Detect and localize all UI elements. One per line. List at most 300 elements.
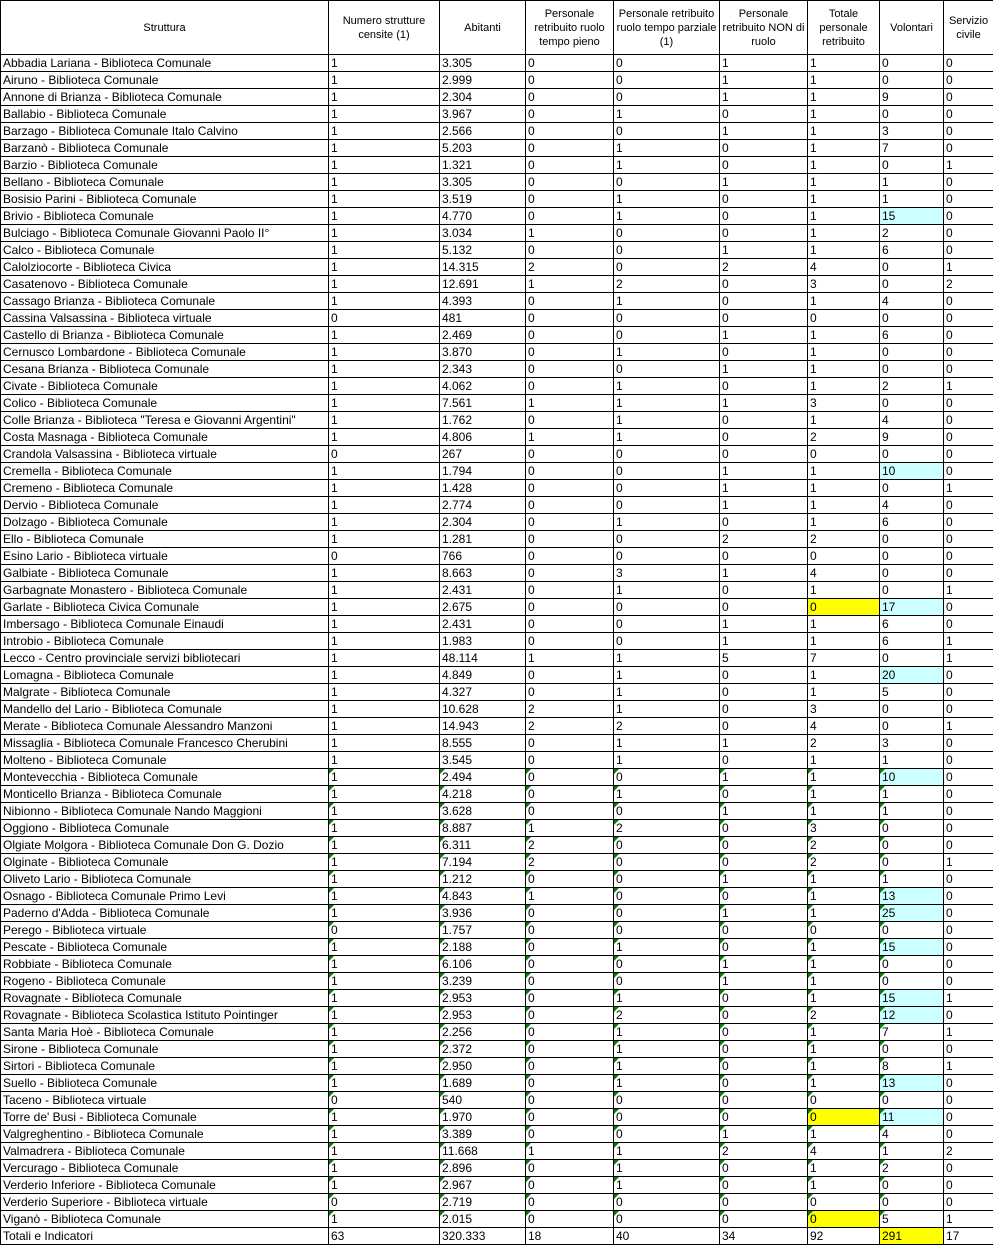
cell-struttura[interactable]: Osnago - Biblioteca Comunale Primo Levi	[1, 888, 329, 905]
cell-totale-personale[interactable]: 1	[808, 633, 880, 650]
cell-abitanti[interactable]: 3.628	[440, 803, 526, 820]
cell-abitanti[interactable]: 3.034	[440, 225, 526, 242]
cell-servizio-civile[interactable]: 2	[944, 1143, 993, 1160]
cell-tempo-parziale[interactable]: 0	[614, 1109, 720, 1126]
cell-totale-personale[interactable]: 1	[808, 242, 880, 259]
cell-abitanti[interactable]: 2.953	[440, 990, 526, 1007]
cell-abitanti[interactable]: 2.967	[440, 1177, 526, 1194]
cell-servizio-civile[interactable]: 1	[944, 1211, 993, 1228]
cell-tempo-parziale[interactable]: 1	[614, 344, 720, 361]
cell-non-di-ruolo[interactable]: 0	[720, 276, 808, 293]
cell-tempo-pieno[interactable]: 0	[526, 106, 614, 123]
cell-totale-personale[interactable]: 1	[808, 769, 880, 786]
cell-numero-strutture[interactable]: 1	[329, 276, 440, 293]
cell-struttura[interactable]: Oggiono - Biblioteca Comunale	[1, 820, 329, 837]
cell-tempo-parziale[interactable]: 0	[614, 905, 720, 922]
cell-volontari[interactable]: 0	[880, 718, 944, 735]
cell-totale-personale[interactable]: 4	[808, 565, 880, 582]
cell-non-di-ruolo[interactable]: 1	[720, 905, 808, 922]
cell-volontari[interactable]: 0	[880, 446, 944, 463]
cell-totale-personale[interactable]: 2	[808, 429, 880, 446]
cell-totale-personale[interactable]: 1	[808, 803, 880, 820]
cell-non-di-ruolo[interactable]: 0	[720, 582, 808, 599]
cell-numero-strutture[interactable]: 1	[329, 599, 440, 616]
cell-numero-strutture[interactable]: 1	[329, 939, 440, 956]
cell-servizio-civile[interactable]: 0	[944, 361, 993, 378]
cell-volontari[interactable]: 3	[880, 735, 944, 752]
cell-numero-strutture[interactable]: 1	[329, 888, 440, 905]
cell-tempo-parziale[interactable]: 1	[614, 1143, 720, 1160]
cell-volontari[interactable]: 2	[880, 1160, 944, 1177]
cell-abitanti[interactable]: 11.668	[440, 1143, 526, 1160]
cell-struttura[interactable]: Viganò - Biblioteca Comunale	[1, 1211, 329, 1228]
header-totale-personale[interactable]: Totale personale retribuito	[808, 1, 880, 55]
cell-tempo-pieno[interactable]: 0	[526, 1075, 614, 1092]
cell-non-di-ruolo[interactable]: 0	[720, 701, 808, 718]
cell-tempo-pieno[interactable]: 1	[526, 276, 614, 293]
cell-struttura[interactable]: Cernusco Lombardone - Biblioteca Comunale	[1, 344, 329, 361]
cell-volontari[interactable]: 9	[880, 89, 944, 106]
cell-tempo-pieno[interactable]: 0	[526, 412, 614, 429]
cell-struttura[interactable]: Introbio - Biblioteca Comunale	[1, 633, 329, 650]
cell-totale-personale[interactable]: 1	[808, 412, 880, 429]
cell-volontari[interactable]: 2	[880, 378, 944, 395]
cell-numero-strutture[interactable]: 1	[329, 157, 440, 174]
cell-tempo-parziale[interactable]: 0	[614, 922, 720, 939]
cell-tempo-pieno[interactable]: 0	[526, 1041, 614, 1058]
cell-tempo-pieno[interactable]: 0	[526, 293, 614, 310]
cell-abitanti[interactable]: 2.431	[440, 616, 526, 633]
cell-totale-personale[interactable]: 1	[808, 174, 880, 191]
cell-struttura[interactable]: Esino Lario - Biblioteca virtuale	[1, 548, 329, 565]
cell-non-di-ruolo[interactable]: 1	[720, 565, 808, 582]
cell-totale-personale[interactable]: 0	[808, 548, 880, 565]
cell-tempo-parziale[interactable]: 1	[614, 1058, 720, 1075]
cell-tempo-pieno[interactable]: 0	[526, 55, 614, 72]
cell-non-di-ruolo[interactable]: 0	[720, 888, 808, 905]
cell-numero-strutture[interactable]: 1	[329, 854, 440, 871]
cell-numero-strutture[interactable]: 1	[329, 1024, 440, 1041]
cell-abitanti[interactable]: 2.953	[440, 1007, 526, 1024]
cell-totale-personale[interactable]: 1	[808, 990, 880, 1007]
cell-tempo-parziale[interactable]: 0	[614, 888, 720, 905]
cell-struttura[interactable]: Barzago - Biblioteca Comunale Italo Calvino	[1, 123, 329, 140]
cell-volontari[interactable]: 10	[880, 463, 944, 480]
cell-abitanti[interactable]: 3.305	[440, 55, 526, 72]
cell-abitanti[interactable]: 2.719	[440, 1194, 526, 1211]
cell-non-di-ruolo[interactable]: 1	[720, 123, 808, 140]
cell-non-di-ruolo[interactable]: 0	[720, 191, 808, 208]
cell-struttura[interactable]: Crandola Valsassina - Biblioteca virtuale	[1, 446, 329, 463]
cell-tempo-parziale[interactable]: 3	[614, 565, 720, 582]
cell-non-di-ruolo[interactable]: 0	[720, 786, 808, 803]
cell-servizio-civile[interactable]: 1	[944, 718, 993, 735]
cell-volontari[interactable]: 1	[880, 191, 944, 208]
cell-tempo-pieno[interactable]: 0	[526, 310, 614, 327]
cell-struttura[interactable]: Dervio - Biblioteca Comunale	[1, 497, 329, 514]
cell-struttura[interactable]: Lecco - Centro provinciale servizi bibliotecari	[1, 650, 329, 667]
cell-tempo-pieno[interactable]: 0	[526, 463, 614, 480]
cell-non-di-ruolo[interactable]: 1	[720, 480, 808, 497]
cell-totale-personale[interactable]: 1	[808, 361, 880, 378]
cell-struttura[interactable]: Bosisio Parini - Biblioteca Comunale	[1, 191, 329, 208]
cell-non-di-ruolo[interactable]: 1	[720, 803, 808, 820]
cell-servizio-civile[interactable]: 0	[944, 701, 993, 718]
cell-abitanti[interactable]: 766	[440, 548, 526, 565]
cell-volontari[interactable]: 0	[880, 956, 944, 973]
cell-numero-strutture[interactable]: 1	[329, 820, 440, 837]
cell-non-di-ruolo[interactable]: 0	[720, 599, 808, 616]
cell-non-di-ruolo[interactable]: 1	[720, 361, 808, 378]
cell-non-di-ruolo[interactable]: 0	[720, 1194, 808, 1211]
cell-tempo-parziale[interactable]: 40	[614, 1228, 720, 1245]
cell-tempo-parziale[interactable]: 1	[614, 208, 720, 225]
cell-struttura[interactable]: Taceno - Biblioteca virtuale	[1, 1092, 329, 1109]
cell-numero-strutture[interactable]: 1	[329, 412, 440, 429]
cell-abitanti[interactable]: 3.545	[440, 752, 526, 769]
cell-servizio-civile[interactable]: 1	[944, 1058, 993, 1075]
cell-non-di-ruolo[interactable]: 1	[720, 735, 808, 752]
cell-abitanti[interactable]: 2.304	[440, 89, 526, 106]
cell-totale-personale[interactable]: 2	[808, 735, 880, 752]
cell-tempo-pieno[interactable]: 0	[526, 531, 614, 548]
cell-abitanti[interactable]: 4.393	[440, 293, 526, 310]
cell-totale-personale[interactable]: 1	[808, 871, 880, 888]
cell-servizio-civile[interactable]: 1	[944, 990, 993, 1007]
cell-numero-strutture[interactable]: 1	[329, 72, 440, 89]
cell-servizio-civile[interactable]: 1	[944, 854, 993, 871]
cell-struttura[interactable]: Calolziocorte - Biblioteca Civica	[1, 259, 329, 276]
cell-tempo-pieno[interactable]: 1	[526, 820, 614, 837]
cell-non-di-ruolo[interactable]: 0	[720, 990, 808, 1007]
cell-volontari[interactable]: 0	[880, 344, 944, 361]
cell-totale-personale[interactable]: 3	[808, 395, 880, 412]
cell-numero-strutture[interactable]: 1	[329, 616, 440, 633]
cell-tempo-pieno[interactable]: 0	[526, 191, 614, 208]
cell-numero-strutture[interactable]: 1	[329, 395, 440, 412]
cell-abitanti[interactable]: 1.757	[440, 922, 526, 939]
cell-servizio-civile[interactable]: 1	[944, 480, 993, 497]
cell-numero-strutture[interactable]: 1	[329, 1143, 440, 1160]
cell-abitanti[interactable]: 1.428	[440, 480, 526, 497]
cell-non-di-ruolo[interactable]: 0	[720, 684, 808, 701]
cell-servizio-civile[interactable]: 17	[944, 1228, 993, 1245]
cell-servizio-civile[interactable]: 0	[944, 1160, 993, 1177]
cell-numero-strutture[interactable]: 1	[329, 242, 440, 259]
cell-totale-personale[interactable]: 1	[808, 1160, 880, 1177]
cell-volontari[interactable]: 0	[880, 922, 944, 939]
cell-volontari[interactable]: 6	[880, 514, 944, 531]
cell-abitanti[interactable]: 1.983	[440, 633, 526, 650]
cell-tempo-pieno[interactable]: 0	[526, 344, 614, 361]
cell-abitanti[interactable]: 4.843	[440, 888, 526, 905]
cell-struttura[interactable]: Airuno - Biblioteca Comunale	[1, 72, 329, 89]
cell-totale-personale[interactable]: 0	[808, 1109, 880, 1126]
cell-volontari[interactable]: 0	[880, 1041, 944, 1058]
cell-volontari[interactable]: 0	[880, 837, 944, 854]
cell-numero-strutture[interactable]: 1	[329, 1058, 440, 1075]
cell-totale-personale[interactable]: 0	[808, 310, 880, 327]
cell-struttura[interactable]: Olgiate Molgora - Biblioteca Comunale Don G. Dozio	[1, 837, 329, 854]
cell-totale-personale[interactable]: 1	[808, 1177, 880, 1194]
cell-abitanti[interactable]: 48.114	[440, 650, 526, 667]
cell-volontari[interactable]: 13	[880, 1075, 944, 1092]
header-struttura[interactable]: Struttura	[1, 1, 329, 55]
cell-abitanti[interactable]: 4.327	[440, 684, 526, 701]
cell-abitanti[interactable]: 14.943	[440, 718, 526, 735]
cell-servizio-civile[interactable]: 0	[944, 310, 993, 327]
cell-tempo-pieno[interactable]: 0	[526, 1024, 614, 1041]
cell-volontari[interactable]: 5	[880, 1211, 944, 1228]
cell-volontari[interactable]: 0	[880, 1194, 944, 1211]
cell-totale-personale[interactable]: 1	[808, 786, 880, 803]
cell-tempo-parziale[interactable]: 0	[614, 871, 720, 888]
cell-struttura[interactable]: Mandello del Lario - Biblioteca Comunale	[1, 701, 329, 718]
cell-numero-strutture[interactable]: 1	[329, 463, 440, 480]
cell-non-di-ruolo[interactable]: 0	[720, 157, 808, 174]
cell-totale-personale[interactable]: 0	[808, 922, 880, 939]
cell-servizio-civile[interactable]: 0	[944, 1177, 993, 1194]
cell-abitanti[interactable]: 1.321	[440, 157, 526, 174]
cell-abitanti[interactable]: 3.967	[440, 106, 526, 123]
cell-volontari[interactable]: 5	[880, 684, 944, 701]
cell-volontari[interactable]: 7	[880, 1024, 944, 1041]
cell-abitanti[interactable]: 2.566	[440, 123, 526, 140]
cell-volontari[interactable]: 8	[880, 1058, 944, 1075]
cell-volontari[interactable]: 20	[880, 667, 944, 684]
cell-numero-strutture[interactable]: 1	[329, 871, 440, 888]
cell-tempo-parziale[interactable]: 1	[614, 650, 720, 667]
cell-volontari[interactable]: 15	[880, 990, 944, 1007]
cell-tempo-parziale[interactable]: 0	[614, 72, 720, 89]
cell-numero-strutture[interactable]: 1	[329, 497, 440, 514]
cell-tempo-parziale[interactable]: 1	[614, 990, 720, 1007]
cell-struttura[interactable]: Imbersago - Biblioteca Comunale Einaudi	[1, 616, 329, 633]
cell-totale-personale[interactable]: 1	[808, 1024, 880, 1041]
cell-abitanti[interactable]: 5.203	[440, 140, 526, 157]
cell-struttura[interactable]: Dolzago - Biblioteca Comunale	[1, 514, 329, 531]
cell-totale-personale[interactable]: 2	[808, 854, 880, 871]
cell-volontari[interactable]: 10	[880, 769, 944, 786]
cell-non-di-ruolo[interactable]: 0	[720, 310, 808, 327]
cell-tempo-parziale[interactable]: 1	[614, 157, 720, 174]
cell-tempo-pieno[interactable]: 0	[526, 327, 614, 344]
cell-abitanti[interactable]: 4.849	[440, 667, 526, 684]
cell-struttura[interactable]: Perego - Biblioteca virtuale	[1, 922, 329, 939]
cell-tempo-pieno[interactable]: 0	[526, 497, 614, 514]
cell-struttura[interactable]: Costa Masnaga - Biblioteca Comunale	[1, 429, 329, 446]
cell-tempo-pieno[interactable]: 0	[526, 446, 614, 463]
cell-volontari[interactable]: 0	[880, 973, 944, 990]
cell-tempo-parziale[interactable]: 0	[614, 616, 720, 633]
cell-servizio-civile[interactable]: 0	[944, 225, 993, 242]
cell-volontari[interactable]: 3	[880, 123, 944, 140]
cell-tempo-pieno[interactable]: 0	[526, 123, 614, 140]
cell-struttura[interactable]: Merate - Biblioteca Comunale Alessandro Manzoni	[1, 718, 329, 735]
cell-tempo-parziale[interactable]: 2	[614, 718, 720, 735]
cell-volontari[interactable]: 7	[880, 140, 944, 157]
cell-servizio-civile[interactable]: 0	[944, 72, 993, 89]
cell-non-di-ruolo[interactable]: 0	[720, 1160, 808, 1177]
cell-totale-personale[interactable]: 1	[808, 497, 880, 514]
cell-volontari[interactable]: 11	[880, 1109, 944, 1126]
cell-numero-strutture[interactable]: 1	[329, 327, 440, 344]
cell-struttura[interactable]: Cassago Brianza - Biblioteca Comunale	[1, 293, 329, 310]
cell-volontari[interactable]: 6	[880, 327, 944, 344]
cell-volontari[interactable]: 1	[880, 1143, 944, 1160]
cell-non-di-ruolo[interactable]: 1	[720, 497, 808, 514]
cell-servizio-civile[interactable]: 0	[944, 242, 993, 259]
cell-struttura[interactable]: Abbadia Lariana - Biblioteca Comunale	[1, 55, 329, 72]
cell-numero-strutture[interactable]: 0	[329, 1194, 440, 1211]
cell-tempo-pieno[interactable]: 0	[526, 1007, 614, 1024]
cell-numero-strutture[interactable]: 1	[329, 1075, 440, 1092]
cell-volontari[interactable]: 0	[880, 276, 944, 293]
cell-totale-personale[interactable]: 0	[808, 1092, 880, 1109]
cell-totale-personale[interactable]: 1	[808, 225, 880, 242]
cell-non-di-ruolo[interactable]: 1	[720, 174, 808, 191]
cell-non-di-ruolo[interactable]: 0	[720, 412, 808, 429]
cell-servizio-civile[interactable]: 0	[944, 293, 993, 310]
cell-tempo-pieno[interactable]: 0	[526, 905, 614, 922]
cell-tempo-pieno[interactable]: 1	[526, 395, 614, 412]
cell-non-di-ruolo[interactable]: 1	[720, 395, 808, 412]
cell-abitanti[interactable]: 2.999	[440, 72, 526, 89]
cell-numero-strutture[interactable]: 1	[329, 174, 440, 191]
cell-servizio-civile[interactable]: 0	[944, 837, 993, 854]
cell-tempo-parziale[interactable]: 1	[614, 701, 720, 718]
cell-volontari[interactable]: 0	[880, 259, 944, 276]
cell-tempo-parziale[interactable]: 1	[614, 684, 720, 701]
cell-tempo-pieno[interactable]: 0	[526, 1058, 614, 1075]
cell-totale-personale[interactable]: 1	[808, 106, 880, 123]
cell-servizio-civile[interactable]: 2	[944, 276, 993, 293]
cell-tempo-pieno[interactable]: 2	[526, 837, 614, 854]
cell-tempo-pieno[interactable]: 0	[526, 565, 614, 582]
cell-numero-strutture[interactable]: 1	[329, 973, 440, 990]
cell-struttura[interactable]: Vercurago - Biblioteca Comunale	[1, 1160, 329, 1177]
cell-abitanti[interactable]: 8.663	[440, 565, 526, 582]
cell-struttura[interactable]: Nibionno - Biblioteca Comunale Nando Maggioni	[1, 803, 329, 820]
cell-struttura[interactable]: Suello - Biblioteca Comunale	[1, 1075, 329, 1092]
cell-numero-strutture[interactable]: 0	[329, 548, 440, 565]
cell-non-di-ruolo[interactable]: 0	[720, 837, 808, 854]
cell-servizio-civile[interactable]: 0	[944, 514, 993, 531]
cell-non-di-ruolo[interactable]: 0	[720, 446, 808, 463]
cell-tempo-pieno[interactable]: 0	[526, 667, 614, 684]
cell-non-di-ruolo[interactable]: 0	[720, 1058, 808, 1075]
cell-servizio-civile[interactable]: 0	[944, 344, 993, 361]
cell-abitanti[interactable]: 7.561	[440, 395, 526, 412]
cell-volontari[interactable]: 291	[880, 1228, 944, 1245]
cell-numero-strutture[interactable]: 1	[329, 378, 440, 395]
cell-tempo-parziale[interactable]: 1	[614, 1024, 720, 1041]
cell-servizio-civile[interactable]: 0	[944, 1041, 993, 1058]
cell-volontari[interactable]: 15	[880, 939, 944, 956]
cell-tempo-parziale[interactable]: 0	[614, 123, 720, 140]
cell-servizio-civile[interactable]: 0	[944, 888, 993, 905]
cell-totale-personale[interactable]: 2	[808, 837, 880, 854]
cell-servizio-civile[interactable]: 0	[944, 55, 993, 72]
cell-servizio-civile[interactable]: 0	[944, 803, 993, 820]
cell-struttura[interactable]: Paderno d'Adda - Biblioteca Comunale	[1, 905, 329, 922]
cell-totale-personale[interactable]: 1	[808, 1126, 880, 1143]
cell-servizio-civile[interactable]: 0	[944, 497, 993, 514]
cell-servizio-civile[interactable]: 0	[944, 616, 993, 633]
cell-struttura[interactable]: Brivio - Biblioteca Comunale	[1, 208, 329, 225]
cell-tempo-parziale[interactable]: 0	[614, 1211, 720, 1228]
cell-abitanti[interactable]: 2.774	[440, 497, 526, 514]
cell-abitanti[interactable]: 320.333	[440, 1228, 526, 1245]
cell-volontari[interactable]: 4	[880, 412, 944, 429]
cell-volontari[interactable]: 0	[880, 361, 944, 378]
cell-non-di-ruolo[interactable]: 0	[720, 548, 808, 565]
cell-struttura[interactable]: Pescate - Biblioteca Comunale	[1, 939, 329, 956]
cell-numero-strutture[interactable]: 1	[329, 803, 440, 820]
cell-abitanti[interactable]: 10.628	[440, 701, 526, 718]
cell-struttura[interactable]: Valgreghentino - Biblioteca Comunale	[1, 1126, 329, 1143]
cell-struttura[interactable]: Ello - Biblioteca Comunale	[1, 531, 329, 548]
header-volontari[interactable]: Volontari	[880, 1, 944, 55]
cell-numero-strutture[interactable]: 1	[329, 956, 440, 973]
cell-abitanti[interactable]: 4.770	[440, 208, 526, 225]
cell-non-di-ruolo[interactable]: 2	[720, 531, 808, 548]
cell-non-di-ruolo[interactable]: 0	[720, 820, 808, 837]
cell-numero-strutture[interactable]: 1	[329, 1007, 440, 1024]
cell-tempo-parziale[interactable]: 1	[614, 939, 720, 956]
cell-tempo-parziale[interactable]: 1	[614, 667, 720, 684]
cell-servizio-civile[interactable]: 0	[944, 412, 993, 429]
cell-totale-personale[interactable]: 0	[808, 1194, 880, 1211]
cell-tempo-parziale[interactable]: 0	[614, 174, 720, 191]
cell-tempo-pieno[interactable]: 1	[526, 225, 614, 242]
cell-struttura[interactable]: Colle Brianza - Biblioteca "Teresa e Giovanni Argentini"	[1, 412, 329, 429]
cell-struttura[interactable]: Santa Maria Hoè - Biblioteca Comunale	[1, 1024, 329, 1041]
cell-tempo-parziale[interactable]: 0	[614, 956, 720, 973]
cell-struttura[interactable]: Totali e Indicatori	[1, 1228, 329, 1245]
cell-numero-strutture[interactable]: 1	[329, 293, 440, 310]
cell-totale-personale[interactable]: 1	[808, 344, 880, 361]
cell-totale-personale[interactable]: 1	[808, 888, 880, 905]
cell-struttura[interactable]: Bellano - Biblioteca Comunale	[1, 174, 329, 191]
cell-volontari[interactable]: 4	[880, 497, 944, 514]
cell-servizio-civile[interactable]: 0	[944, 667, 993, 684]
cell-struttura[interactable]: Civate - Biblioteca Comunale	[1, 378, 329, 395]
cell-abitanti[interactable]: 2.343	[440, 361, 526, 378]
cell-servizio-civile[interactable]: 0	[944, 446, 993, 463]
cell-tempo-pieno[interactable]: 0	[526, 939, 614, 956]
cell-servizio-civile[interactable]: 0	[944, 106, 993, 123]
cell-totale-personale[interactable]: 4	[808, 259, 880, 276]
cell-abitanti[interactable]: 2.675	[440, 599, 526, 616]
cell-abitanti[interactable]: 3.870	[440, 344, 526, 361]
cell-volontari[interactable]: 9	[880, 429, 944, 446]
cell-volontari[interactable]: 0	[880, 55, 944, 72]
cell-servizio-civile[interactable]: 0	[944, 123, 993, 140]
cell-non-di-ruolo[interactable]: 1	[720, 769, 808, 786]
cell-tempo-parziale[interactable]: 0	[614, 1092, 720, 1109]
cell-abitanti[interactable]: 1.281	[440, 531, 526, 548]
cell-abitanti[interactable]: 2.372	[440, 1041, 526, 1058]
cell-totale-personale[interactable]: 1	[808, 1041, 880, 1058]
cell-non-di-ruolo[interactable]: 2	[720, 1143, 808, 1160]
cell-struttura[interactable]: Rovagnate - Biblioteca Comunale	[1, 990, 329, 1007]
cell-servizio-civile[interactable]: 0	[944, 327, 993, 344]
cell-totale-personale[interactable]: 1	[808, 293, 880, 310]
cell-non-di-ruolo[interactable]: 0	[720, 667, 808, 684]
cell-non-di-ruolo[interactable]: 1	[720, 956, 808, 973]
cell-tempo-parziale[interactable]: 0	[614, 854, 720, 871]
